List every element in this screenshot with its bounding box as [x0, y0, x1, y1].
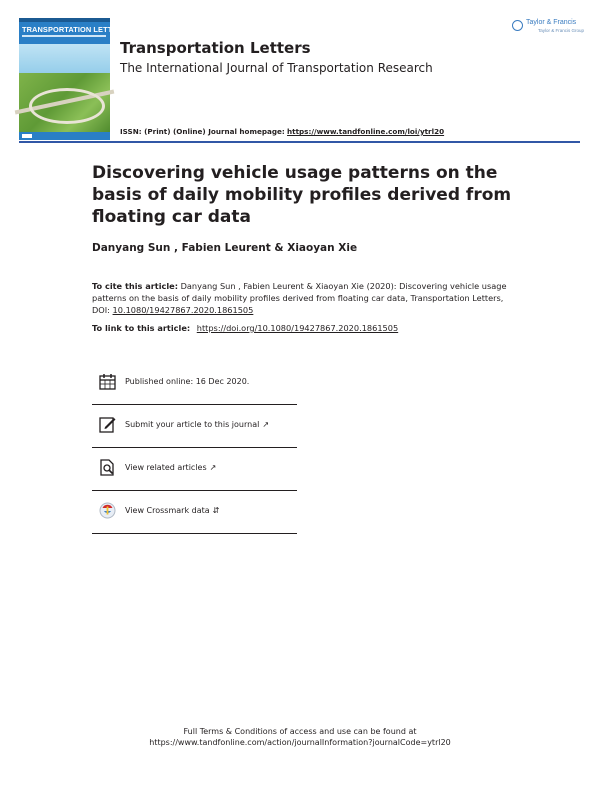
related-articles-link[interactable]: View related articles ↗ — [125, 463, 217, 472]
issn-line — [120, 127, 444, 136]
doi-link[interactable]: 10.1080/19427867.2020.1861505 — [112, 305, 254, 315]
citation — [92, 280, 512, 316]
journal-title: Transportation Letters — [120, 39, 311, 57]
submit-article-link[interactable]: Submit your article to this journal ↗ — [125, 420, 270, 429]
footer-terms-link[interactable]: https://www.tandfonline.com/action/journalInformation?journalCode=ytrl20 — [149, 738, 451, 747]
header-divider — [19, 141, 580, 143]
publisher-group: Taylor & Francis Group — [538, 28, 585, 33]
article-link-line — [92, 323, 512, 333]
publisher-logo-icon — [512, 20, 523, 31]
edit-icon — [99, 416, 116, 433]
citation-text: Danyang Sun , Fabien Leurent & Xiaoyan Xie (2020): Discovering vehicle usage patterns on the basis of daily mobility profiles derived from floating car data, Transportation Letters, DOI: — [92, 281, 507, 315]
article-doi-url[interactable]: https://doi.org/10.1080/19427867.2020.1861505 — [196, 323, 399, 333]
crossmark-icon — [99, 502, 116, 519]
crossmark-external-icon: ⇵ — [212, 506, 220, 515]
citation-label: To cite this article: — [92, 281, 178, 291]
external-link-icon: ↗ — [262, 420, 270, 429]
published-online-text: Published online: 16 Dec 2020. — [125, 377, 250, 386]
related-articles-row[interactable] — [92, 447, 297, 491]
issn-label: ISSN: (Print) (Online) Journal homepage: — [120, 127, 285, 136]
external-link-icon: ↗ — [209, 463, 217, 472]
publisher-logo — [512, 18, 585, 38]
cover-title: TRANSPORTATION LETTERS — [22, 25, 128, 34]
crossmark-link[interactable]: View Crossmark data ⇵ — [125, 506, 220, 515]
article-title: Discovering vehicle usage patterns on the basis of daily mobility profiles derived from floating car data — [92, 163, 512, 227]
journal-homepage-link[interactable]: https://www.tandfonline.com/loi/ytrl20 — [287, 127, 445, 136]
calendar-icon — [99, 373, 116, 390]
footer-terms-text: Full Terms & Conditions of access and use can be found at — [183, 727, 417, 736]
published-online-row — [92, 361, 297, 405]
crossmark-row[interactable] — [92, 490, 297, 534]
article-authors: Danyang Sun , Fabien Leurent & Xiaoyan Xie — [92, 242, 358, 254]
journal-subtitle: The International Journal of Transportation Research — [120, 61, 433, 75]
journal-cover-image — [19, 18, 128, 140]
search-document-icon — [99, 459, 116, 476]
submit-article-row[interactable] — [92, 404, 297, 448]
publisher-name: Taylor & Francis — [526, 19, 577, 26]
link-label: To link to this article: — [92, 323, 191, 333]
